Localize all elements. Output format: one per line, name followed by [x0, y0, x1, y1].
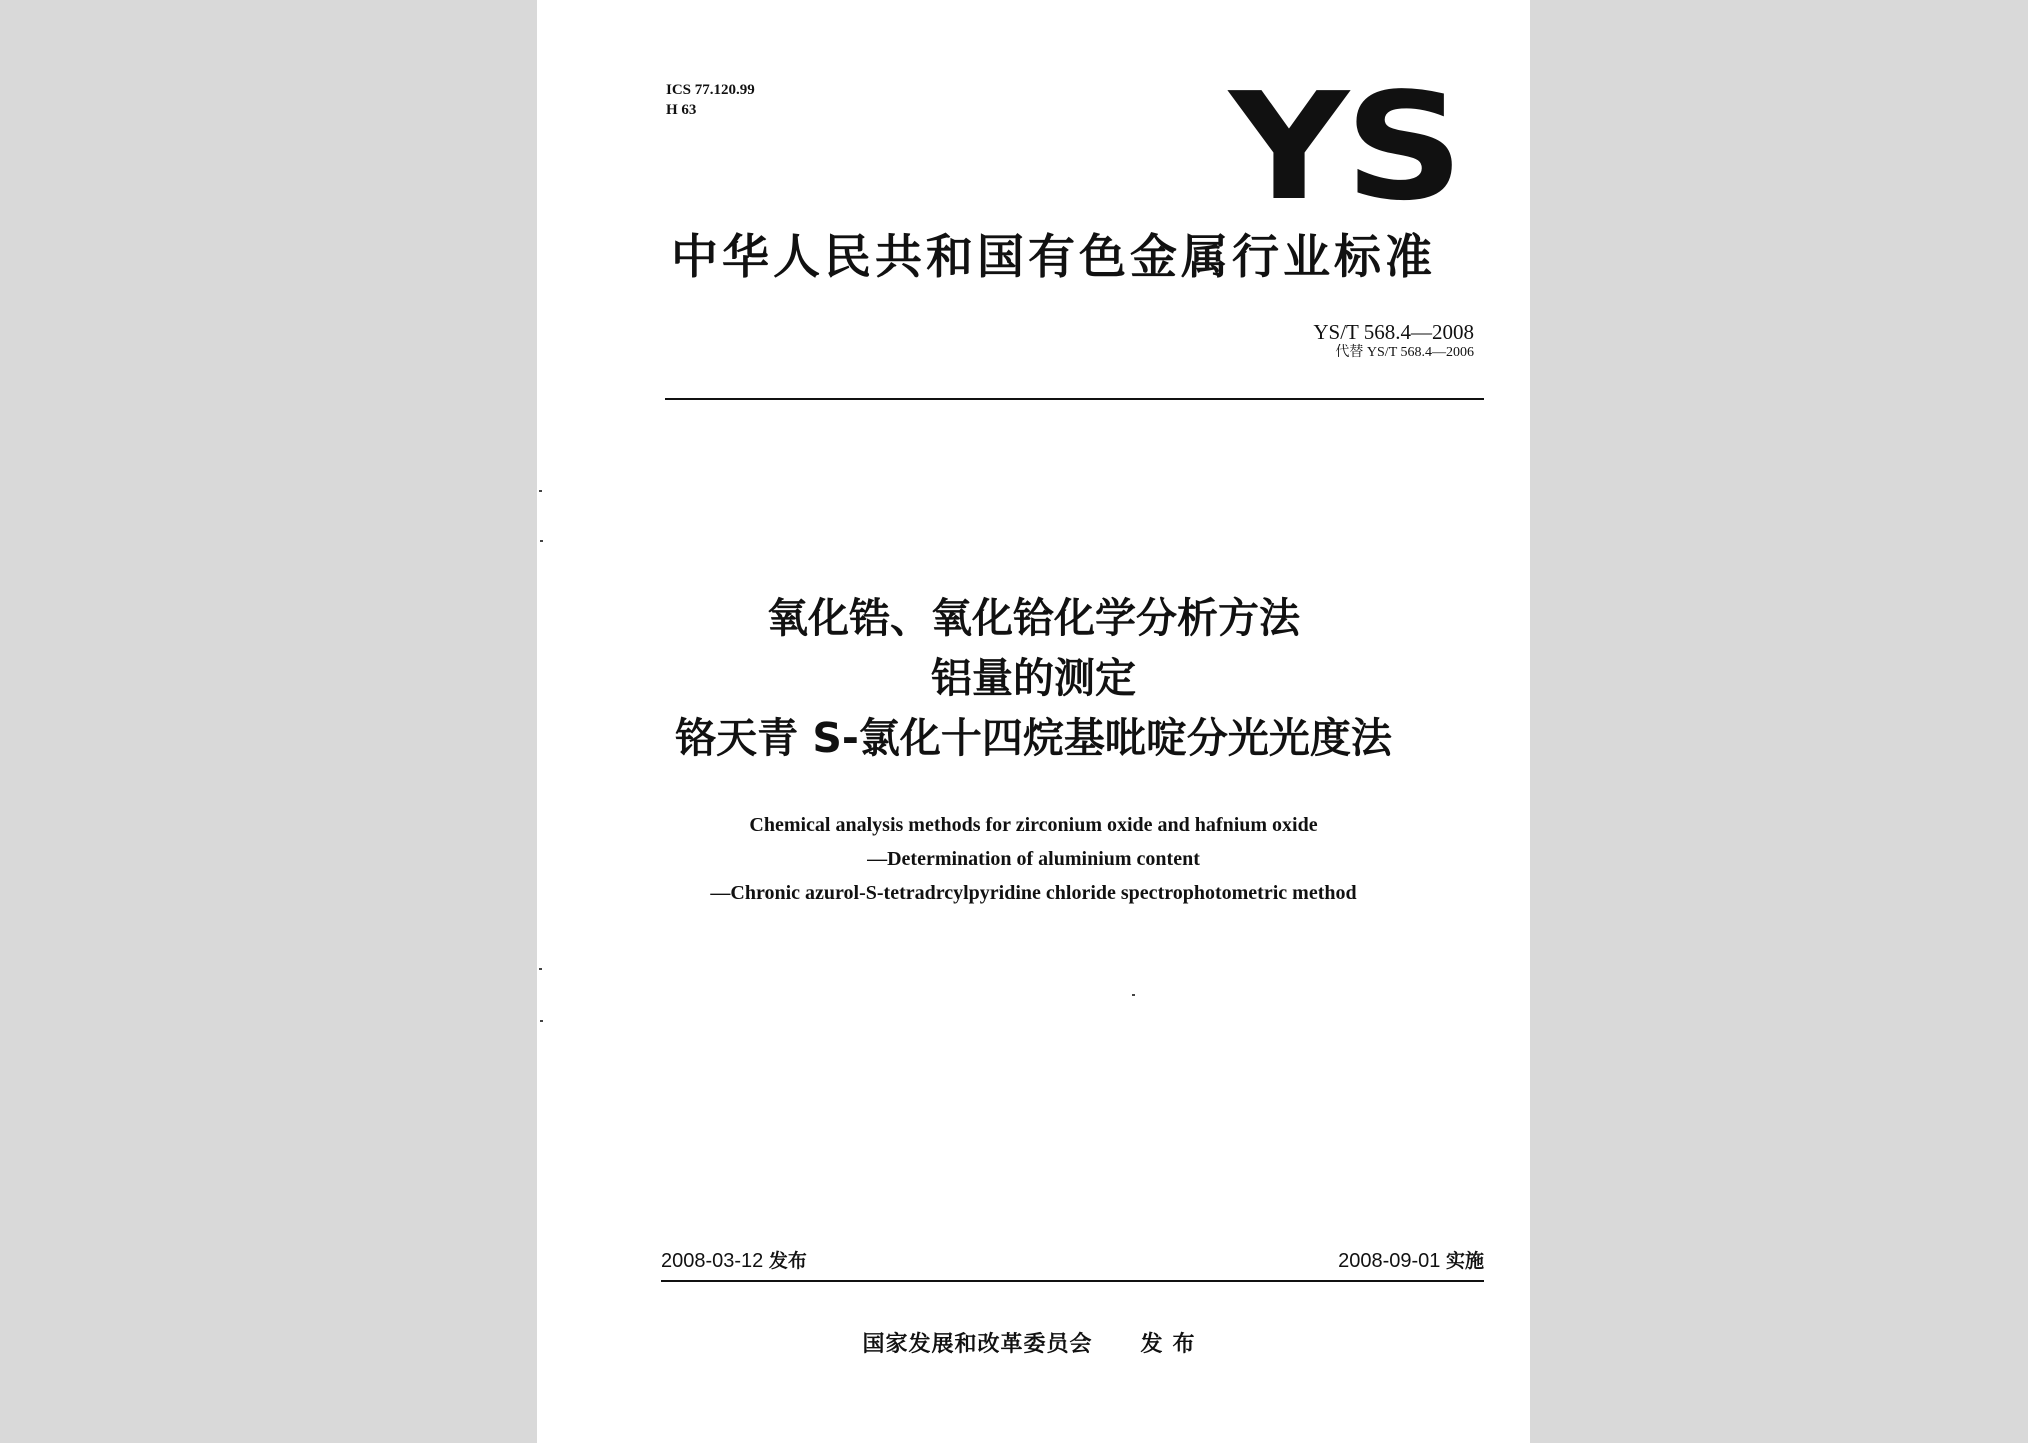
scan-speck	[540, 540, 543, 542]
publisher-line	[537, 1330, 1530, 1360]
chinese-title-line-1: 氧化锆、氧化铪化学分析方法	[767, 594, 1300, 642]
scan-speck	[1132, 994, 1135, 996]
effective-date-block	[1338, 1247, 1484, 1275]
issue-date-block	[661, 1247, 807, 1275]
classification-codes	[666, 80, 755, 120]
scan-speck	[540, 1020, 543, 1022]
effective-date: 2008-09-01	[1338, 1250, 1441, 1272]
ccs-code: H 63	[666, 102, 697, 118]
scan-speck	[539, 490, 542, 492]
scan-speck	[539, 968, 542, 970]
header-divider	[665, 398, 1484, 400]
organization-title: 中华人民共和国有色金属行业标准	[671, 230, 1436, 285]
chinese-title-line-2: 铝量的测定	[931, 654, 1136, 702]
publisher-name: 国家发展和改革委员会	[862, 1332, 1093, 1357]
standard-number-block	[1313, 320, 1474, 362]
document-page	[537, 0, 1530, 1443]
publisher-action: 发布	[1140, 1332, 1205, 1357]
replaces-standard: 代替 YS/T 568.4—2006	[1335, 345, 1474, 360]
standard-number: YS/T 568.4—2008	[1313, 320, 1474, 344]
chinese-title-line-3: 铬天青 S-氯化十四烷基吡啶分光光度法	[675, 714, 1392, 762]
english-title-line-3: —Chronic azurol-S-tetradrcylpyridine chloride spectrophotometric method	[710, 882, 1357, 904]
issue-date: 2008-03-12	[661, 1250, 764, 1272]
chinese-title	[537, 588, 1530, 768]
ys-logo: YS	[1229, 61, 1460, 233]
issue-label: 发布	[768, 1250, 807, 1272]
ics-code: ICS 77.120.99	[666, 82, 755, 98]
effective-label: 实施	[1445, 1250, 1484, 1272]
english-title-line-2: —Determination of aluminium content	[867, 848, 1200, 870]
english-title-line-1: Chemical analysis methods for zirconium oxide and hafnium oxide	[749, 814, 1318, 836]
footer-divider	[661, 1280, 1484, 1282]
english-title	[537, 808, 1530, 910]
